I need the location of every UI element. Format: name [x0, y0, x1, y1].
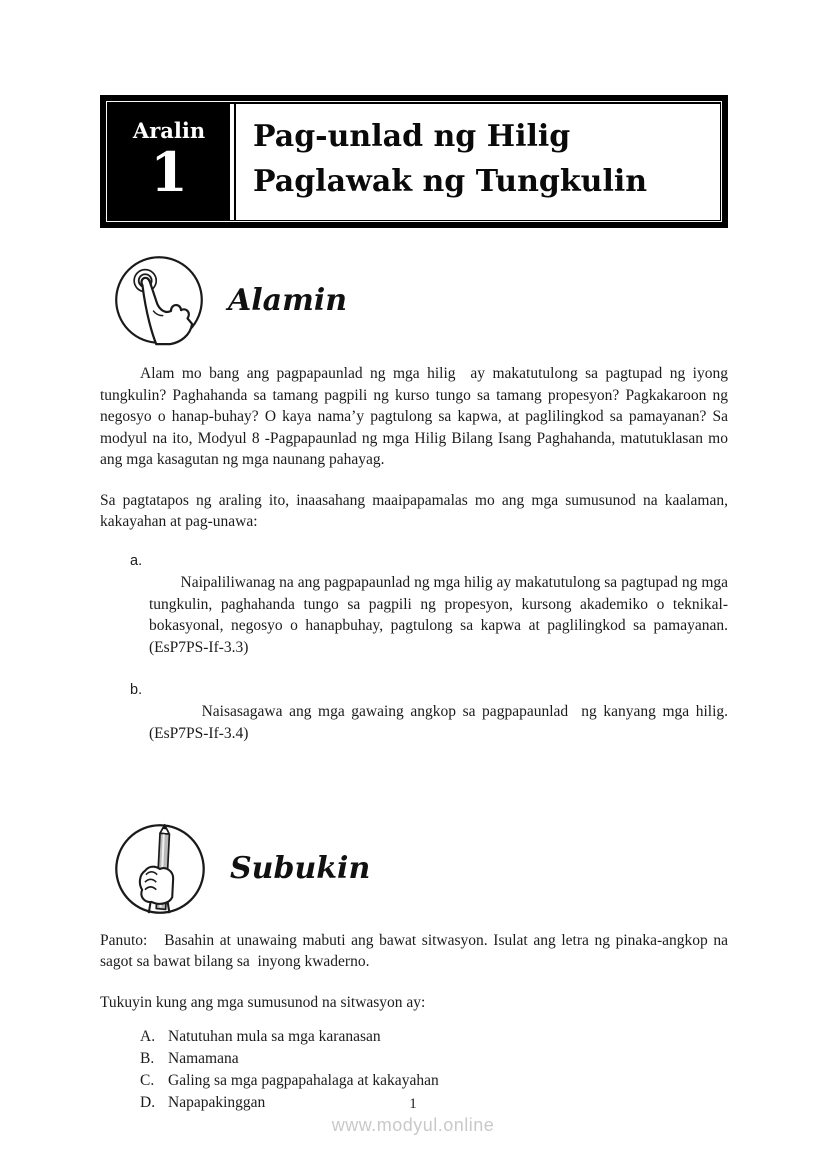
choice-text-b: Namamana [168, 1050, 239, 1067]
alamin-heading: Alamin [228, 282, 348, 318]
choice-text-a: Natutuhan mula sa mga karanasan [168, 1028, 381, 1045]
objective-item-a [130, 551, 740, 680]
objective-marker-b: b. [130, 681, 143, 698]
lesson-number-box [108, 104, 234, 220]
choice-item-b [140, 1048, 728, 1070]
objective-marker-a: a. [130, 552, 143, 569]
panuto-paragraph: Panuto: Basahin at unawaing mabuti ang bawat sitwasyon. Isulat ang letra ng pinaka-angkop na sagot sa bawat bilang sa inyong kwaderno. [100, 931, 732, 970]
lesson-title-box [234, 104, 720, 220]
choice-marker-a: A. [140, 1028, 156, 1045]
objective-text-b: Naisasagawa ang mga gawaing angkop sa pagpapaunlad ng kanyang mga hilig.(EsP7PS-If-3.4) [149, 703, 728, 742]
lesson-title-line-2: Paglawak ng Tungkulin [253, 164, 648, 199]
choice-text-d: Napapakinggan [168, 1094, 266, 1111]
alamin-section-header [113, 254, 728, 346]
subukin-heading: Subukin [230, 851, 371, 886]
tukuyin-line: Tukuyin kung ang mga sumusunod na sitwasyon ay: [100, 993, 426, 1011]
choice-item-c [140, 1070, 728, 1092]
objective-text-a: Naipaliliwanag na ang pagpapaunlad ng mga hilig ay makatutulong sa pagtupad ng mga tungkulin, paghahanda tungo sa pagpili ng propesyon, kursong akademiko o teknikal-bokasyonal, negosyo o hanapbuhay, pagtulong sa kapwa at paglilingkod sa pamayanan. (EsP7PS-If-3.3) [149, 574, 740, 656]
choice-marker-d: D. [140, 1094, 156, 1111]
choice-marker-c: C. [140, 1072, 155, 1089]
alamin-lead-paragraph: Sa pagtatapos ng araling ito, inaasahang maaipapamalas mo ang mga sumusunod na kaalaman, kakayahan at pag-unawa: [100, 491, 732, 530]
objective-item-b [130, 680, 728, 766]
page-content [100, 95, 740, 1114]
alamin-intro-paragraph: Alam mo bang ang pagpapaunlad ng mga hilig ay makatutulong sa pagtupad ng iyong tungkulin? Paghahanda sa tamang pagpili ng kurso tungo sa tamang propesyon? Pagkakaroon ng negosyo o hanap-buhay? O kaya nama’y pagtulong sa kapwa, at paglilingkod sa pamayanan? Sa modyul na ito, Modyul 8 -Pagpapaunlad ng mga Hilig Bilang Isang Paghahanda, matutuklasan mo ang mga kasagutan ng mga naunang pahayag. [100, 365, 732, 468]
page-footer [0, 1095, 826, 1136]
tap-finger-icon [113, 254, 205, 346]
watermark-text: www.modyul.online [331, 1115, 495, 1135]
lesson-label: Aralin [132, 118, 206, 143]
hand-holding-pencil-icon [113, 822, 207, 916]
lesson-number: 1 [150, 140, 188, 204]
lesson-title-line-1: Pag-unlad ng Hilig [253, 119, 571, 154]
objectives-list [130, 551, 740, 766]
choice-item-a [140, 1026, 728, 1048]
subukin-section-header [113, 822, 728, 916]
choice-text-c: Galing sa mga pagpapahalaga at kakayahan [168, 1072, 439, 1089]
lesson-header-banner [100, 95, 728, 228]
choice-marker-b: B. [140, 1050, 155, 1067]
page-number: 1 [409, 1096, 417, 1112]
